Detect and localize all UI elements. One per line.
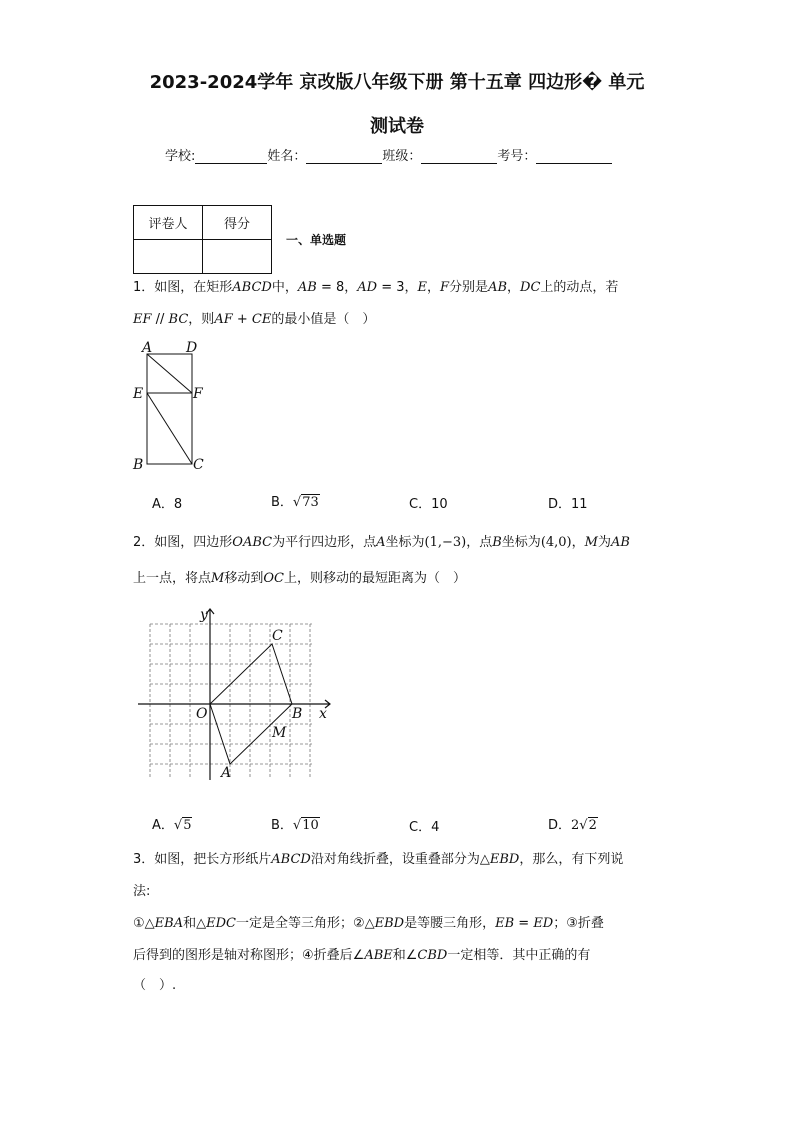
- question-2-option-c[interactable]: C．4: [409, 820, 440, 835]
- label-b: B: [292, 706, 303, 722]
- question-3-line3: ①△EBA和△EDC一定是全等三角形；②△EBD是等腰三角形，EB = ED；③折叠: [133, 916, 604, 931]
- question-2-option-a[interactable]: A．√5: [152, 818, 192, 833]
- score-table-cell-score[interactable]: [203, 240, 272, 274]
- page-title-line1: 2023-2024学年 京改版八年级下册 第十五章 四边形� 单元: [149, 72, 645, 93]
- question-2-option-d[interactable]: D．2√2: [548, 818, 597, 833]
- class-field[interactable]: [421, 149, 497, 164]
- student-info-line: [165, 145, 612, 164]
- question-2-line2: 上一点，将点M移动到OC上，则移动的最短距离为（ ）: [133, 571, 466, 586]
- question-3-line5: （ ）.: [133, 978, 177, 993]
- name-label: 姓名：: [267, 149, 307, 164]
- axis-label-x: x: [319, 706, 327, 722]
- question-1-figure: [125, 336, 215, 476]
- exam-no-label: 考号：: [497, 149, 537, 164]
- label-e: E: [133, 386, 144, 402]
- rectangle-abcd: [147, 354, 192, 464]
- segment-af: [147, 354, 192, 393]
- score-table-header-grader: 评卷人: [134, 206, 203, 240]
- score-table: [133, 205, 272, 274]
- page-title-line2: 测试卷: [370, 116, 424, 137]
- label-a: A: [221, 765, 232, 781]
- question-1-option-c[interactable]: C．10: [409, 497, 448, 512]
- label-b: B: [133, 457, 144, 473]
- label-m: M: [272, 725, 287, 741]
- question-2-figure: [132, 603, 337, 783]
- score-table-header-score: 得分: [203, 206, 272, 240]
- question-2-line1: 2．如图，四边形OABC为平行四边形，点A坐标为(1,−3)，点B坐标为(4,0)，M为AB: [133, 535, 630, 550]
- label-a: A: [142, 340, 153, 356]
- question-3-line2: 法:: [133, 884, 151, 899]
- axis-label-y: y: [200, 607, 208, 623]
- question-1-line1: 1．如图，在矩形ABCD中，AB = 8，AD = 3，E，F分别是AB，DC上的动点，若: [133, 280, 619, 295]
- question-1-option-d[interactable]: D．11: [548, 497, 588, 512]
- score-table-cell-grader[interactable]: [134, 240, 203, 274]
- name-field[interactable]: [306, 149, 382, 164]
- question-1-line2: EF // BC，则AF + CE的最小值是（ ）: [133, 312, 376, 327]
- exam-no-field[interactable]: [536, 149, 612, 164]
- school-field[interactable]: [195, 149, 267, 164]
- label-f: F: [193, 386, 203, 402]
- coordinate-grid: [150, 624, 312, 778]
- label-o: O: [196, 706, 208, 722]
- question-2-option-b[interactable]: B．√10: [271, 818, 319, 833]
- class-label: 班级：: [382, 149, 422, 164]
- label-c: C: [272, 628, 283, 644]
- question-1-option-a[interactable]: A．8: [152, 497, 183, 512]
- label-d: D: [186, 340, 198, 356]
- school-label: 学校:: [165, 149, 196, 164]
- question-1-option-b[interactable]: B．√73: [271, 495, 319, 510]
- question-3-line4: 后得到的图形是轴对称图形；④折叠后∠ABE和∠CBD一定相等．其中正确的有: [133, 948, 591, 963]
- question-3-line1: 3．如图，把长方形纸片ABCD沿对角线折叠，设重叠部分为△EBD，那么，有下列说: [133, 852, 624, 867]
- section-title: 一、单选题: [286, 233, 347, 247]
- label-c: C: [193, 457, 204, 473]
- segment-ec: [147, 393, 192, 464]
